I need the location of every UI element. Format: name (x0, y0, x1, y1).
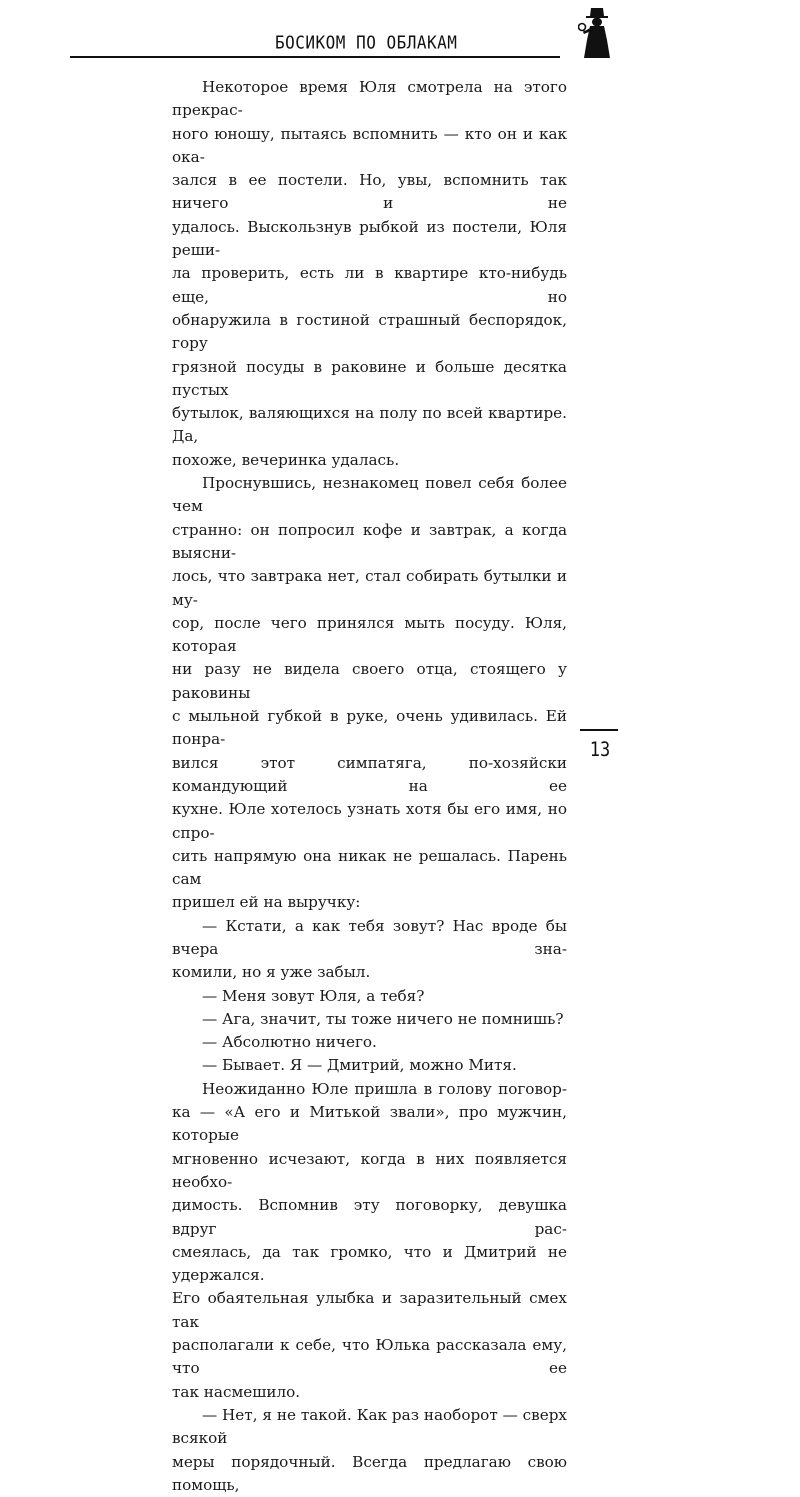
text-line: Некоторое время Юля смотрела на этого прекрас- (172, 78, 567, 120)
text-line: Неожиданно Юле пришла в голову поговор- (202, 1079, 567, 1098)
text-line: ного юношу, пытаясь вспомнить — кто он и как ока- (172, 124, 567, 166)
text-line: смеялась, да так громко, что и Дмитрий не удержался. (172, 1242, 567, 1285)
text-line: вился этот симпатяга, по-хозяйски командующий на ее (172, 753, 567, 795)
text-line: бутылок, валяющихся на полу по всей квартире. Да, (172, 404, 567, 446)
text-line: — Кстати, а как тебя зовут? Нас вроде бы вчера зна- (172, 916, 567, 958)
text-line: похоже, вечеринка удалась. (172, 450, 400, 469)
text-line: комили, но я уже забыл. (172, 963, 371, 982)
detective-silhouette-icon (578, 6, 616, 60)
page-number: 13 (589, 738, 611, 762)
header-rule (70, 56, 560, 58)
text-line: зался в ее постели. Но, увы, вспомнить так ничего и не (172, 171, 567, 213)
text-line: обнаружила в гостиной страшный беспорядок, гору (172, 310, 567, 353)
text-line: грязной посуды в раковине и больше десятка пустых (172, 357, 567, 399)
text-line: удалось. Выскользнув рыбкой из постели, Юля реши- (172, 217, 567, 260)
text-line: мгновенно исчезают, когда в них появляется необхо- (172, 1149, 567, 1191)
text-line: меры порядочный. Всегда предлагаю свою помощь, (172, 1452, 567, 1494)
text-line: — Меня зовут Юля, а тебя? (202, 986, 425, 1005)
text-line: Проснувшись, незнакомец повел себя более чем (172, 474, 567, 516)
text-line: лось, что завтрака нет, стал собирать бутылки и му- (172, 567, 567, 609)
text-line: ла проверить, есть ли в квартире кто-нибудь еще, но (172, 264, 567, 306)
text-line: с мыльной губкой в руке, очень удивилась. Ей понра- (172, 707, 567, 749)
text-line: ка — «А его и Митькой звали», про мужчин, которые (172, 1103, 567, 1145)
text-line: — Абсолютно ничего. (202, 1033, 377, 1052)
text-line: — Бывает. Я — Дмитрий, можно Митя. (202, 1056, 517, 1075)
text-line: — Ага, значит, ты тоже ничего не помнишь? (202, 1009, 564, 1028)
text-line: пришел ей на выручку: (172, 893, 361, 912)
text-line: сить напрямую она никак не решалась. Парень сам (172, 846, 567, 889)
running-header-title: БОСИКОМ ПО ОБЛАКАМ (275, 32, 458, 53)
text-line: располагали к себе, что Юлька рассказала ему, что ее (172, 1336, 567, 1378)
text-line: ни разу не видела своего отца, стоящего у раковины (172, 660, 567, 702)
text-line: сор, после чего принялся мыть посуду. Юля, которая (172, 613, 567, 656)
text-line: Его обаятельная улыбка и заразительный смех так (172, 1289, 567, 1331)
text-line: так насмешило. (172, 1382, 301, 1401)
text-line: димость. Вспомнив эту поговорку, девушка вдруг рас- (172, 1196, 567, 1238)
footer-rule (580, 729, 618, 731)
text-line: странно: он попросил кофе и завтрак, а когда выясни- (172, 520, 567, 562)
text-line: — Нет, я не такой. Как раз наоборот — сверх всякой (172, 1405, 567, 1448)
text-line: кухне. Юле хотелось узнать хотя бы его имя, но спро- (172, 800, 567, 842)
body-text (172, 76, 567, 1497)
